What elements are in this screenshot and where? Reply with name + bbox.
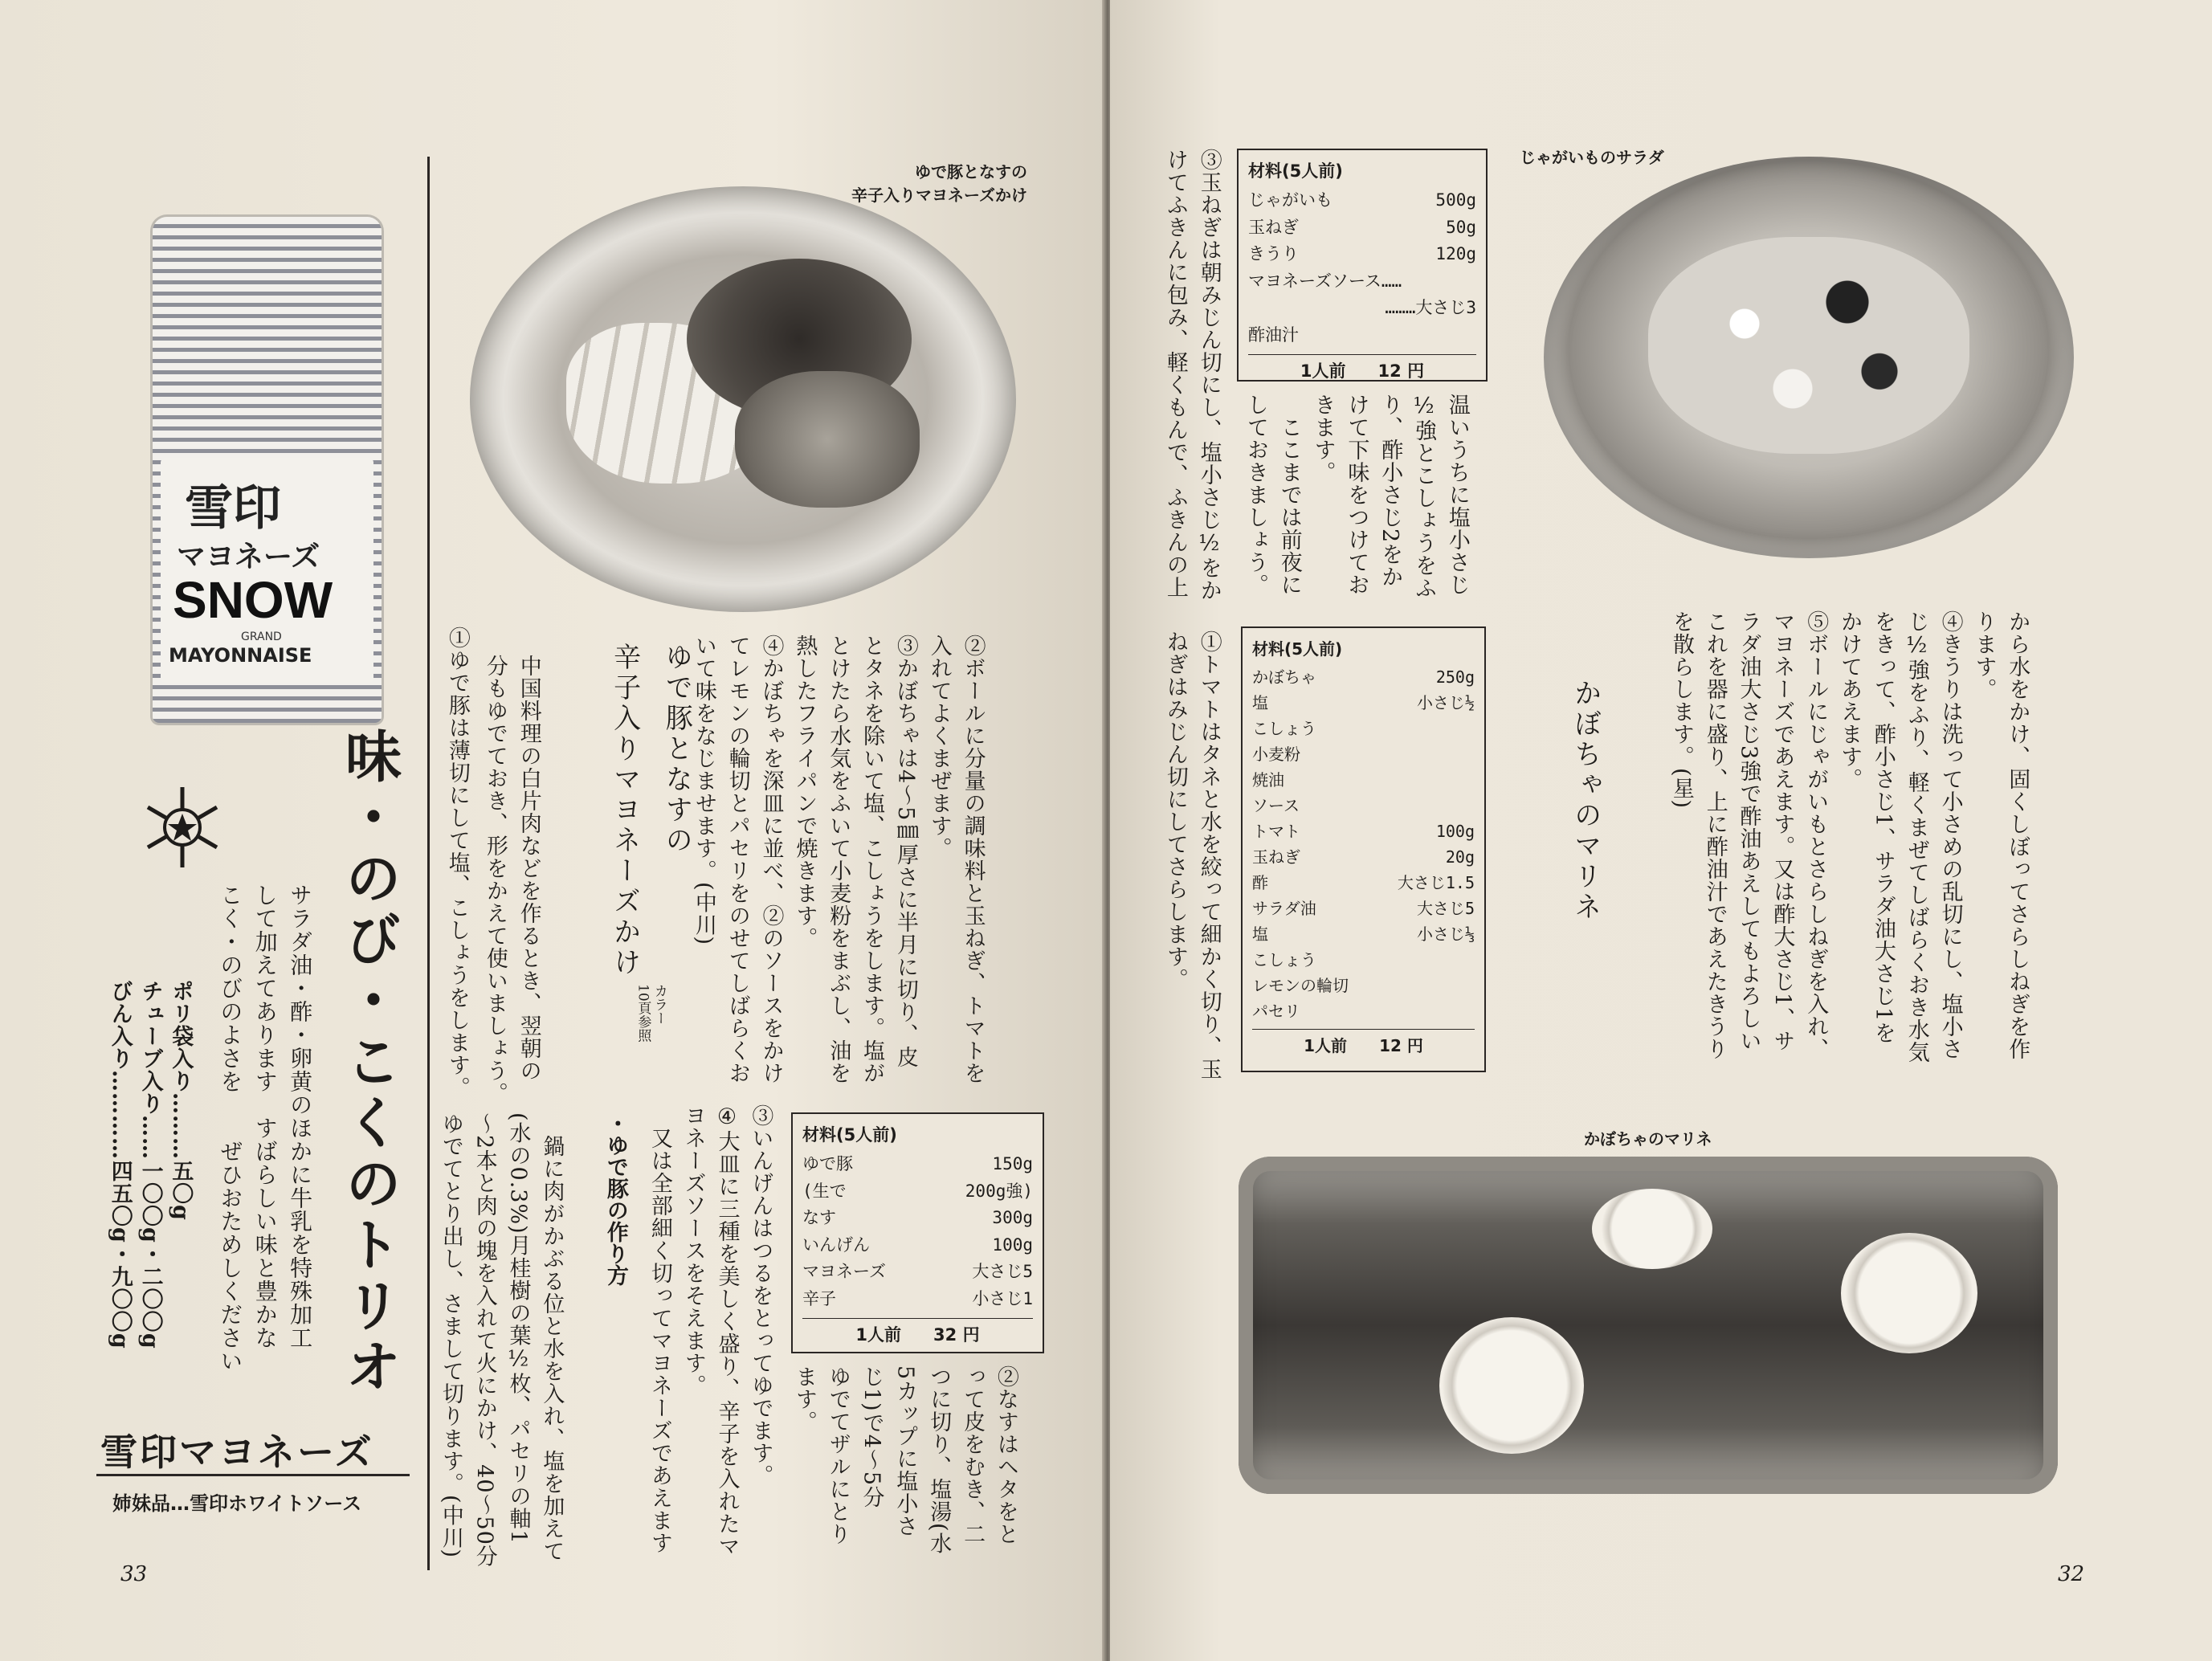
ingredient-row: 酢油汁 [1248, 324, 1299, 345]
ingredient-row: マヨネーズ 大さじ5 [802, 1262, 1033, 1282]
ingredient-row: (生で 200g強) [802, 1181, 1033, 1201]
package-brand: 雪印 [185, 480, 281, 537]
ingredient-row: きうり 120g [1248, 244, 1476, 264]
page-left [0, 0, 1104, 1661]
potato-cost: 1人前 12 円 [1248, 354, 1476, 382]
pork-recipe-title: ゆで豚となすの 辛子入りマヨネーズかけ [608, 643, 693, 978]
ingredient-row: 酢 大さじ1.5 [1252, 873, 1475, 892]
ingredient-row: 玉ねぎ 50g [1248, 217, 1476, 237]
ingredient-row: パセリ [1252, 1002, 1300, 1021]
ingredient-row: サラダ油 大さじ5 [1252, 899, 1475, 918]
package-name: MAYONNAISE [169, 644, 312, 667]
ingredient-row: トマト 100g [1252, 822, 1475, 841]
ad-divider [96, 1474, 410, 1476]
pork-intro: 中国料理の白片肉などを作るとき、翌朝の 分もゆでておき、形をかえて使いましょう。 [482, 655, 541, 1104]
pork-method-text: 鍋に肉がかぶる位と水を入れ、塩を加えて (水の0.3%)月桂樹の葉½枚、パセリの軸1 ～2本と肉の塊を入れて火にかけ、40～50分 ゆでてとり出し、さまして切ります。(中川) [438, 1112, 565, 1568]
pork-photo-caption: ゆで豚となすの 辛子入りマヨネーズかけ [851, 162, 1027, 205]
pumpkin-recipe-title: かぼちゃのマリネ [1569, 679, 1602, 923]
ad-sizes: ポリ袋入り………五〇g チューブ入り……一〇〇g・二〇〇g びん入り…………四五〇g・九〇〇g [107, 980, 194, 1349]
ingredient-row: 玉ねぎ 20g [1252, 847, 1475, 867]
ingredient-row: レモンの輪切 [1252, 976, 1349, 995]
pumpkin-photo-caption: かぼちゃのマリネ [1584, 1129, 1712, 1149]
ingredient-row: 塩 小さじ⅓ [1252, 924, 1475, 944]
potato-salad-photo [1544, 157, 2074, 558]
pumpkin-cost: 1人前 12 円 [1252, 1029, 1475, 1056]
ingredient-row: かぼちゃ 250g [1252, 667, 1475, 687]
potato-ingredients-header: 材料(5人前) [1248, 161, 1343, 181]
page-number-left: 33 [120, 1562, 148, 1586]
ingredient-row: ゆで豚 150g [802, 1154, 1033, 1173]
brand-logo: 雪印マヨネーズ [100, 1430, 374, 1474]
ingredient-row: 焼油 [1252, 770, 1284, 790]
sister-product: 姉妹品…雪印ホワイトソース [112, 1492, 362, 1515]
pork-dish-photo [470, 186, 1016, 612]
potato-photo-caption: じゃがいものサラダ [1520, 148, 1664, 167]
pork-cost: 1人前 32 円 [802, 1318, 1033, 1346]
pumpkin-marinade-photo [1239, 1157, 2058, 1494]
pork-step-1: ①ゆで豚は薄切にして塩、こしょうをします。 [444, 626, 470, 1099]
ingredient-row: こしょう [1252, 719, 1316, 738]
pork-step-2: ②なすはヘタをと って皮をむき、二 つに切り、塩湯(水 5カップに塩小さ じ1)で4～5分 ゆでてザルにとり ます。 [791, 1365, 1018, 1555]
ingredient-row: 辛子 小さじ1 [802, 1288, 1033, 1308]
pork-ingredients-header: 材料(5人前) [802, 1125, 897, 1145]
pork-steps-3-4: ③いんげんはつるをとってゆでます。 ④大皿に三種を美しく盛り、辛子を入れたマ ヨネーズソースをそえます。 又は全部細く切ってマヨネーズであえます [647, 1104, 773, 1557]
ad-headline: 味・のび・こくのトリオ [336, 727, 402, 1398]
potato-step-3: ③玉ねぎは朝みじん切にし、塩小さじ½をか けてふきんに包み、軽くもんで、ふきんの上 [1162, 149, 1222, 602]
ingredient-row: いんげん 100g [802, 1235, 1033, 1255]
color-ref: カラー 10頁参照 [635, 984, 667, 1043]
snowflake-icon [138, 783, 227, 871]
ingredient-row: なす 300g [802, 1208, 1033, 1228]
pork-method-heading: ・ゆで豚の作り方 [602, 1112, 628, 1286]
page-number-right: 32 [2058, 1562, 2085, 1586]
pumpkin-steps-continued: ②ボールに分量の調味料と玉ねぎ、トマトを 入れてよくまぜます。 ③かぼちゃは4～5㎜厚さに半月に切り、皮 とタネを除いて塩、こしょうをします。塩が とけたら水気をふいて小麦粉をまぶし、油を 熱したフライパンで焼きます。 ④かぼちゃを深皿に並べ、②のソースをかけ てレモンの輪切とパセリをのせてしばらくお いて味をなじませます。(中川) [691, 635, 986, 1084]
ad-copy: サラダ油・酢・卵黄のほかに牛乳を特殊加工 して加えてあります すばらしい味と豊かな こく・のびのよさを ぜひおためしください [217, 884, 314, 1373]
mayonnaise-package-image [153, 217, 382, 723]
ingredient-row: ソース [1252, 796, 1300, 815]
ad-separator-line [427, 157, 430, 1570]
package-grand: GRAND [241, 631, 282, 643]
ingredient-row: ………大さじ3 [1385, 298, 1476, 318]
ingredient-row: マヨネーズソース…… [1248, 271, 1402, 291]
package-logo: SNOW [173, 571, 333, 629]
ingredient-row: 塩 小さじ½ [1252, 693, 1475, 712]
pork-ingredients-box [791, 1112, 1044, 1353]
potato-steps-3-5: から水をかけ、固くしぼってさらしねぎを作 ります。 ④きうりは洗って小さめの乱切にし、塩小さ じ½強をふり、軽くまぜてしばらくおき水気 をきって、酢小さじ1、サラダ油大さじ1を かけてあえます。 ⑤ボールにじゃがいもとさらしねぎを入れ、 マヨネーズであえます。又は酢大さじ1、サ ラダ油大さじ3強で酢油あえしてもよろしい これを器に盛り、上に酢油汁であえたきうり を散らします。(星) [1668, 610, 2030, 1063]
pumpkin-ingredients-box [1241, 626, 1486, 1072]
potato-steps-1-2: 温いうちに塩小さじ ½強とこしょうをふ り、酢小さじ2をか けて下味をつけてお きます。 ここまでは前夜に しておきましょう。 [1243, 394, 1470, 599]
ingredient-row: 小麦粉 [1252, 745, 1300, 764]
potato-ingredients-box [1237, 149, 1488, 382]
pumpkin-ingredients-header: 材料(5人前) [1252, 639, 1343, 659]
page-right [1110, 0, 2212, 1661]
package-product: マヨネーズ [177, 541, 320, 573]
ingredient-row: じゃがいも 500g [1248, 190, 1476, 210]
pumpkin-step-1: ①トマトはタネと水を絞って細かく切り、玉 ねぎはみじん切にしてさらします。 [1162, 631, 1222, 1080]
ingredient-row: こしょう [1252, 950, 1316, 969]
